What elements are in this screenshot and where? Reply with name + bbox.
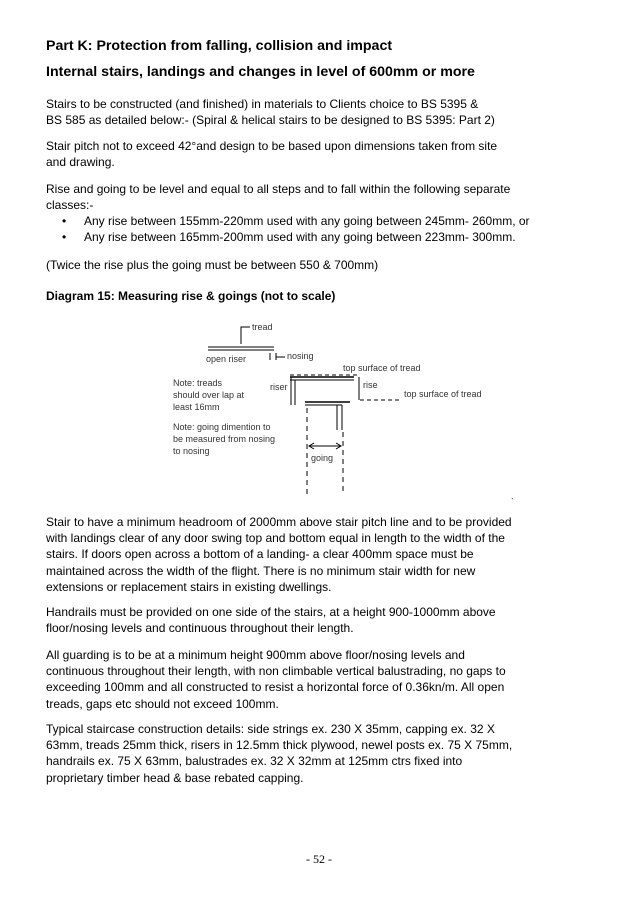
bullet-icon: • [62,230,67,244]
going-note: to nosing [173,446,210,456]
text-line: 63mm, treads 25mm thick, risers in 12.5mm thick plywood, newel posts ex. 75 X 75mm, [46,738,513,753]
stray-mark: ` [511,497,514,507]
text-line: continuous throughout their length, with non climbable vertical balustrading, no gaps to [46,664,506,679]
text-line: treads, gaps etc should not exceed 100mm. [46,696,279,711]
materials-paragraph [46,96,594,128]
section-heading: Part K: Protection from falling, collision and impact [46,38,393,54]
treads-note: least 16mm [173,402,220,412]
bullet-icon: • [62,214,67,228]
stair-diagram [0,310,638,510]
rise-label: rise [363,380,378,390]
bullet-item [62,229,592,246]
text-line: Handrails must be provided on one side of the stairs, at a height 900-1000mm above [46,605,496,619]
text-line: maintained across the width of the flight. There is no minimum stair width for new [46,563,476,578]
text-line: BS 585 as detailed below:- (Spiral & helical stairs to be designed to BS 5395: Part 2) [46,113,495,128]
text-line: Stair to have a minimum headroom of 2000mm above stair pitch line and to be provided [46,515,512,529]
top-surface-label: top surface of tread [343,363,421,373]
page-number: - 52 - [306,852,332,866]
text-line: handrails ex. 75 X 63mm, balustrades ex. 32 X 32mm at 125mm ctrs fixed into [46,754,463,769]
text-line: Stairs to be constructed (and finished) in materials to Clients choice to BS 5395 & [46,97,479,111]
treads-note: Note: treads [173,378,223,388]
text-line: All guarding is to be at a minimum height 900mm above floor/nosing levels and [46,648,465,662]
construction-details-paragraph [46,721,594,786]
going-note: be measured from nosing [173,434,276,444]
top-surface-label: top surface of tread [404,389,482,399]
text-line: Typical staircase construction details: side strings ex. 230 X 35mm, capping ex. 32 X [46,722,495,736]
text-line: and drawing. [46,155,115,170]
text-line: Stair pitch not to exceed 42°and design to be based upon dimensions taken from site [46,139,498,153]
handrails-paragraph [46,604,594,636]
text-line: proprietary timber head & base rebated capping. [46,770,304,785]
text-line: floor/nosing levels and continuous throughout their length. [46,621,354,636]
tread-leader-line [241,327,250,344]
text-line: Rise and going to be level and equal to all steps and to fall within the following separate [46,182,511,196]
text-line: with landings clear of any door swing top and bottom equal in length to the width of the [46,531,505,546]
open-riser-label: open riser [206,354,247,364]
bullet-text: Any rise between 165mm-200mm used with any going between 223mm- 300mm. [84,230,516,244]
text-line: (Twice the rise plus the going must be between 550 & 700mm) [46,258,379,272]
pitch-paragraph [46,138,594,170]
text-line: stairs. If doors open across a bottom of a landing- a clear 400mm space must be [46,547,474,562]
riser-label: riser [270,382,288,392]
nosing-label: nosing [287,351,314,361]
going-label: going [311,453,334,463]
rise-going-paragraph [46,181,594,213]
subsection-heading: Internal stairs, landings and changes in level of 600mm or more [46,64,475,80]
text-line: classes:- [46,198,94,213]
text-line: extensions or replacement stairs in existing dwellings. [46,579,332,594]
text-line: exceeding 100mm and all constructed to resist a horizontal force of 0.36kn/m. All open [46,680,505,695]
bullet-text: Any rise between 155mm-220mm used with any going between 245mm- 260mm, or [84,214,530,228]
tread-label: tread [252,322,273,332]
formula-paragraph [46,257,594,273]
treads-note: should over lap at [173,390,245,400]
guarding-paragraph [46,647,594,712]
going-note: Note: going dimention to [173,422,271,432]
headroom-paragraph [46,514,594,595]
diagram-caption: Diagram 15: Measuring rise & goings (not to scale) [46,289,336,303]
bullet-item [62,213,592,230]
